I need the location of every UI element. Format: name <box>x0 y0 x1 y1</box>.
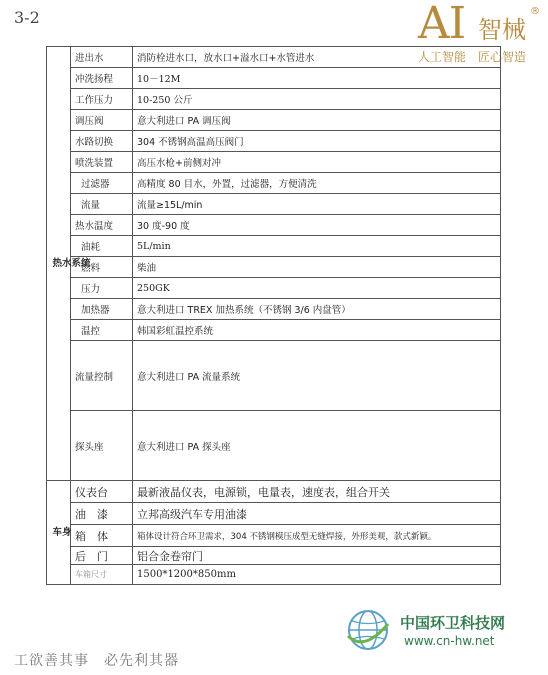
row-value: 10－12M <box>133 68 501 89</box>
row-label: 冲洗扬程 <box>71 68 133 89</box>
row-label: 油 漆 <box>71 503 133 525</box>
table-row <box>47 341 501 411</box>
row-label: 喷洗装置 <box>71 152 133 173</box>
table-row <box>47 68 501 89</box>
row-label: 水路切换 <box>71 131 133 152</box>
spec-table <box>46 46 501 585</box>
row-value: 流量≥15L/min <box>133 194 501 215</box>
row-label: 箱 体 <box>71 525 133 547</box>
watermark <box>344 606 534 656</box>
table-row <box>47 411 501 481</box>
table-row <box>47 547 501 565</box>
table-row <box>47 131 501 152</box>
row-label: 调压阀 <box>71 110 133 131</box>
row-label: 过滤器 <box>71 173 133 194</box>
row-value: 最新液晶仪表，电源锁，电量表，速度表，组合开关 <box>133 481 501 503</box>
row-label: 燃料 <box>71 257 133 278</box>
table-row <box>47 257 501 278</box>
globe-icon <box>344 606 392 654</box>
table-row <box>47 525 501 547</box>
row-value: 意大利进口 TREX 加热系统（不锈钢 3/6 内盘管） <box>133 299 501 320</box>
footer-slogan: 工欲善其事 必先利其器 <box>14 653 179 669</box>
registered-mark: ® <box>530 6 540 17</box>
row-label: 流量控制 <box>71 341 133 411</box>
brand-logo-ai: AI <box>418 0 466 49</box>
row-label: 车箱尺寸 <box>71 565 133 585</box>
row-label: 进出水 <box>71 47 133 68</box>
table-row <box>47 481 501 503</box>
table-row <box>47 152 501 173</box>
row-label: 加热器 <box>71 299 133 320</box>
row-value: 304 不锈钢高温高压阀门 <box>133 131 501 152</box>
table-row <box>47 236 501 257</box>
table-row <box>47 47 501 68</box>
row-label: 仪表台 <box>71 481 133 503</box>
table-row <box>47 565 501 585</box>
table-row <box>47 110 501 131</box>
row-value: 立邦高级汽车专用油漆 <box>133 503 501 525</box>
table-row <box>47 278 501 299</box>
row-value: 韩国彩虹温控系统 <box>133 320 501 341</box>
table-row <box>47 173 501 194</box>
row-value: 10-250 公斤 <box>133 89 501 110</box>
row-value: 意大利进口 PA 调压阀 <box>133 110 501 131</box>
row-value: 意大利进口 PA 探头座 <box>133 411 501 481</box>
row-label: 油耗 <box>71 236 133 257</box>
row-value: 箱体设计符合环卫需求，304 不锈钢模压成型无缝焊接，外形美观，款式新颖。 <box>133 525 501 547</box>
row-value: 高精度 80 目水，外置，过滤器，方便清洗 <box>133 173 501 194</box>
table-row <box>47 215 501 236</box>
section-hot-water: 热水系统 <box>47 47 71 481</box>
table-row <box>47 89 501 110</box>
section-body: 车身 <box>47 481 71 585</box>
brand-slogan: 人工智能 匠心智造 <box>418 50 527 64</box>
row-label: 探头座 <box>71 411 133 481</box>
row-label: 后 门 <box>71 547 133 565</box>
row-label: 热水温度 <box>71 215 133 236</box>
watermark-title: 中国环卫科技网 <box>400 614 506 632</box>
table-row <box>47 299 501 320</box>
row-value: 1500*1200*850mm <box>133 565 501 585</box>
watermark-url: www.cn-hw.net <box>404 634 495 648</box>
row-value: 30 度-90 度 <box>133 215 501 236</box>
row-label: 压力 <box>71 278 133 299</box>
row-label: 流量 <box>71 194 133 215</box>
page-number: 3-2 <box>14 8 40 27</box>
row-value: 250GK <box>133 278 501 299</box>
row-value: 消防栓进水口，放水口+溢水口+水管进水 <box>133 47 501 68</box>
table-row <box>47 194 501 215</box>
row-value: 高压水枪+前侧对冲 <box>133 152 501 173</box>
row-label: 工作压力 <box>71 89 133 110</box>
row-value: 铝合金卷帘门 <box>133 547 501 565</box>
row-value: 意大利进口 PA 流量系统 <box>133 341 501 411</box>
row-value: 5L/min <box>133 236 501 257</box>
row-label: 温控 <box>71 320 133 341</box>
brand-logo-name: 智械 <box>478 16 526 44</box>
table-row <box>47 503 501 525</box>
table-row <box>47 320 501 341</box>
row-value: 柴油 <box>133 257 501 278</box>
